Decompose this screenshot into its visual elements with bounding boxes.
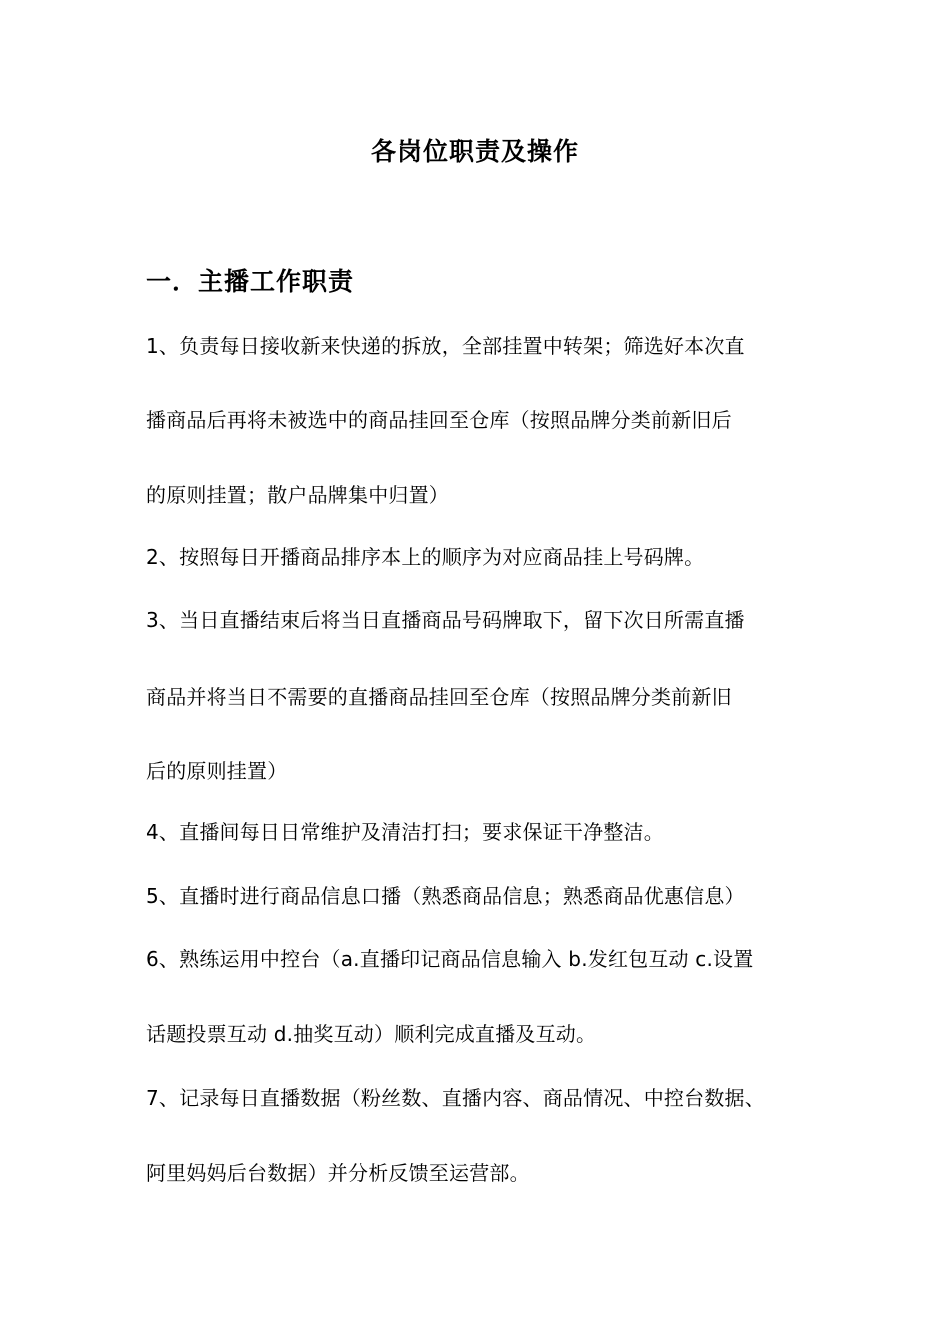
paragraph-line: 的原则挂置；散户品牌集中归置） — [146, 483, 449, 507]
paragraph-line: 7、记录每日直播数据（粉丝数、直播内容、商品情况、中控台数据、 — [146, 1086, 765, 1110]
paragraph-line: 4、直播间每日日常维护及清洁打扫；要求保证干净整洁。 — [146, 820, 664, 844]
paragraph-line: 3、当日直播结束后将当日直播商品号码牌取下，留下次日所需直播 — [146, 608, 745, 632]
paragraph-line: 后的原则挂置） — [146, 759, 288, 783]
document-title: 各岗位职责及操作 — [370, 137, 579, 166]
section-heading: 一．主播工作职责 — [146, 267, 355, 296]
paragraph-line: 播商品后再将未被选中的商品挂回至仓库（按照品牌分类前新旧后 — [146, 408, 732, 432]
paragraph-line: 1、负责每日接收新来快递的拆放，全部挂置中转架；筛选好本次直 — [146, 334, 745, 358]
paragraph-line: 阿里妈妈后台数据）并分析反馈至运营部。 — [146, 1161, 530, 1185]
paragraph-line: 商品并将当日不需要的直播商品挂回至仓库（按照品牌分类前新旧 — [146, 685, 732, 709]
paragraph-line: 话题投票互动 d.抽奖互动）顺利完成直播及互动。 — [146, 1022, 597, 1046]
paragraph-line: 6、熟练运用中控台（a.直播印记商品信息输入 b.发红包互动 c.设置 — [146, 947, 754, 971]
paragraph-line: 2、按照每日开播商品排序本上的顺序为对应商品挂上号码牌。 — [146, 545, 705, 569]
paragraph-line: 5、直播时进行商品信息口播（熟悉商品信息；熟悉商品优惠信息） — [146, 884, 745, 908]
